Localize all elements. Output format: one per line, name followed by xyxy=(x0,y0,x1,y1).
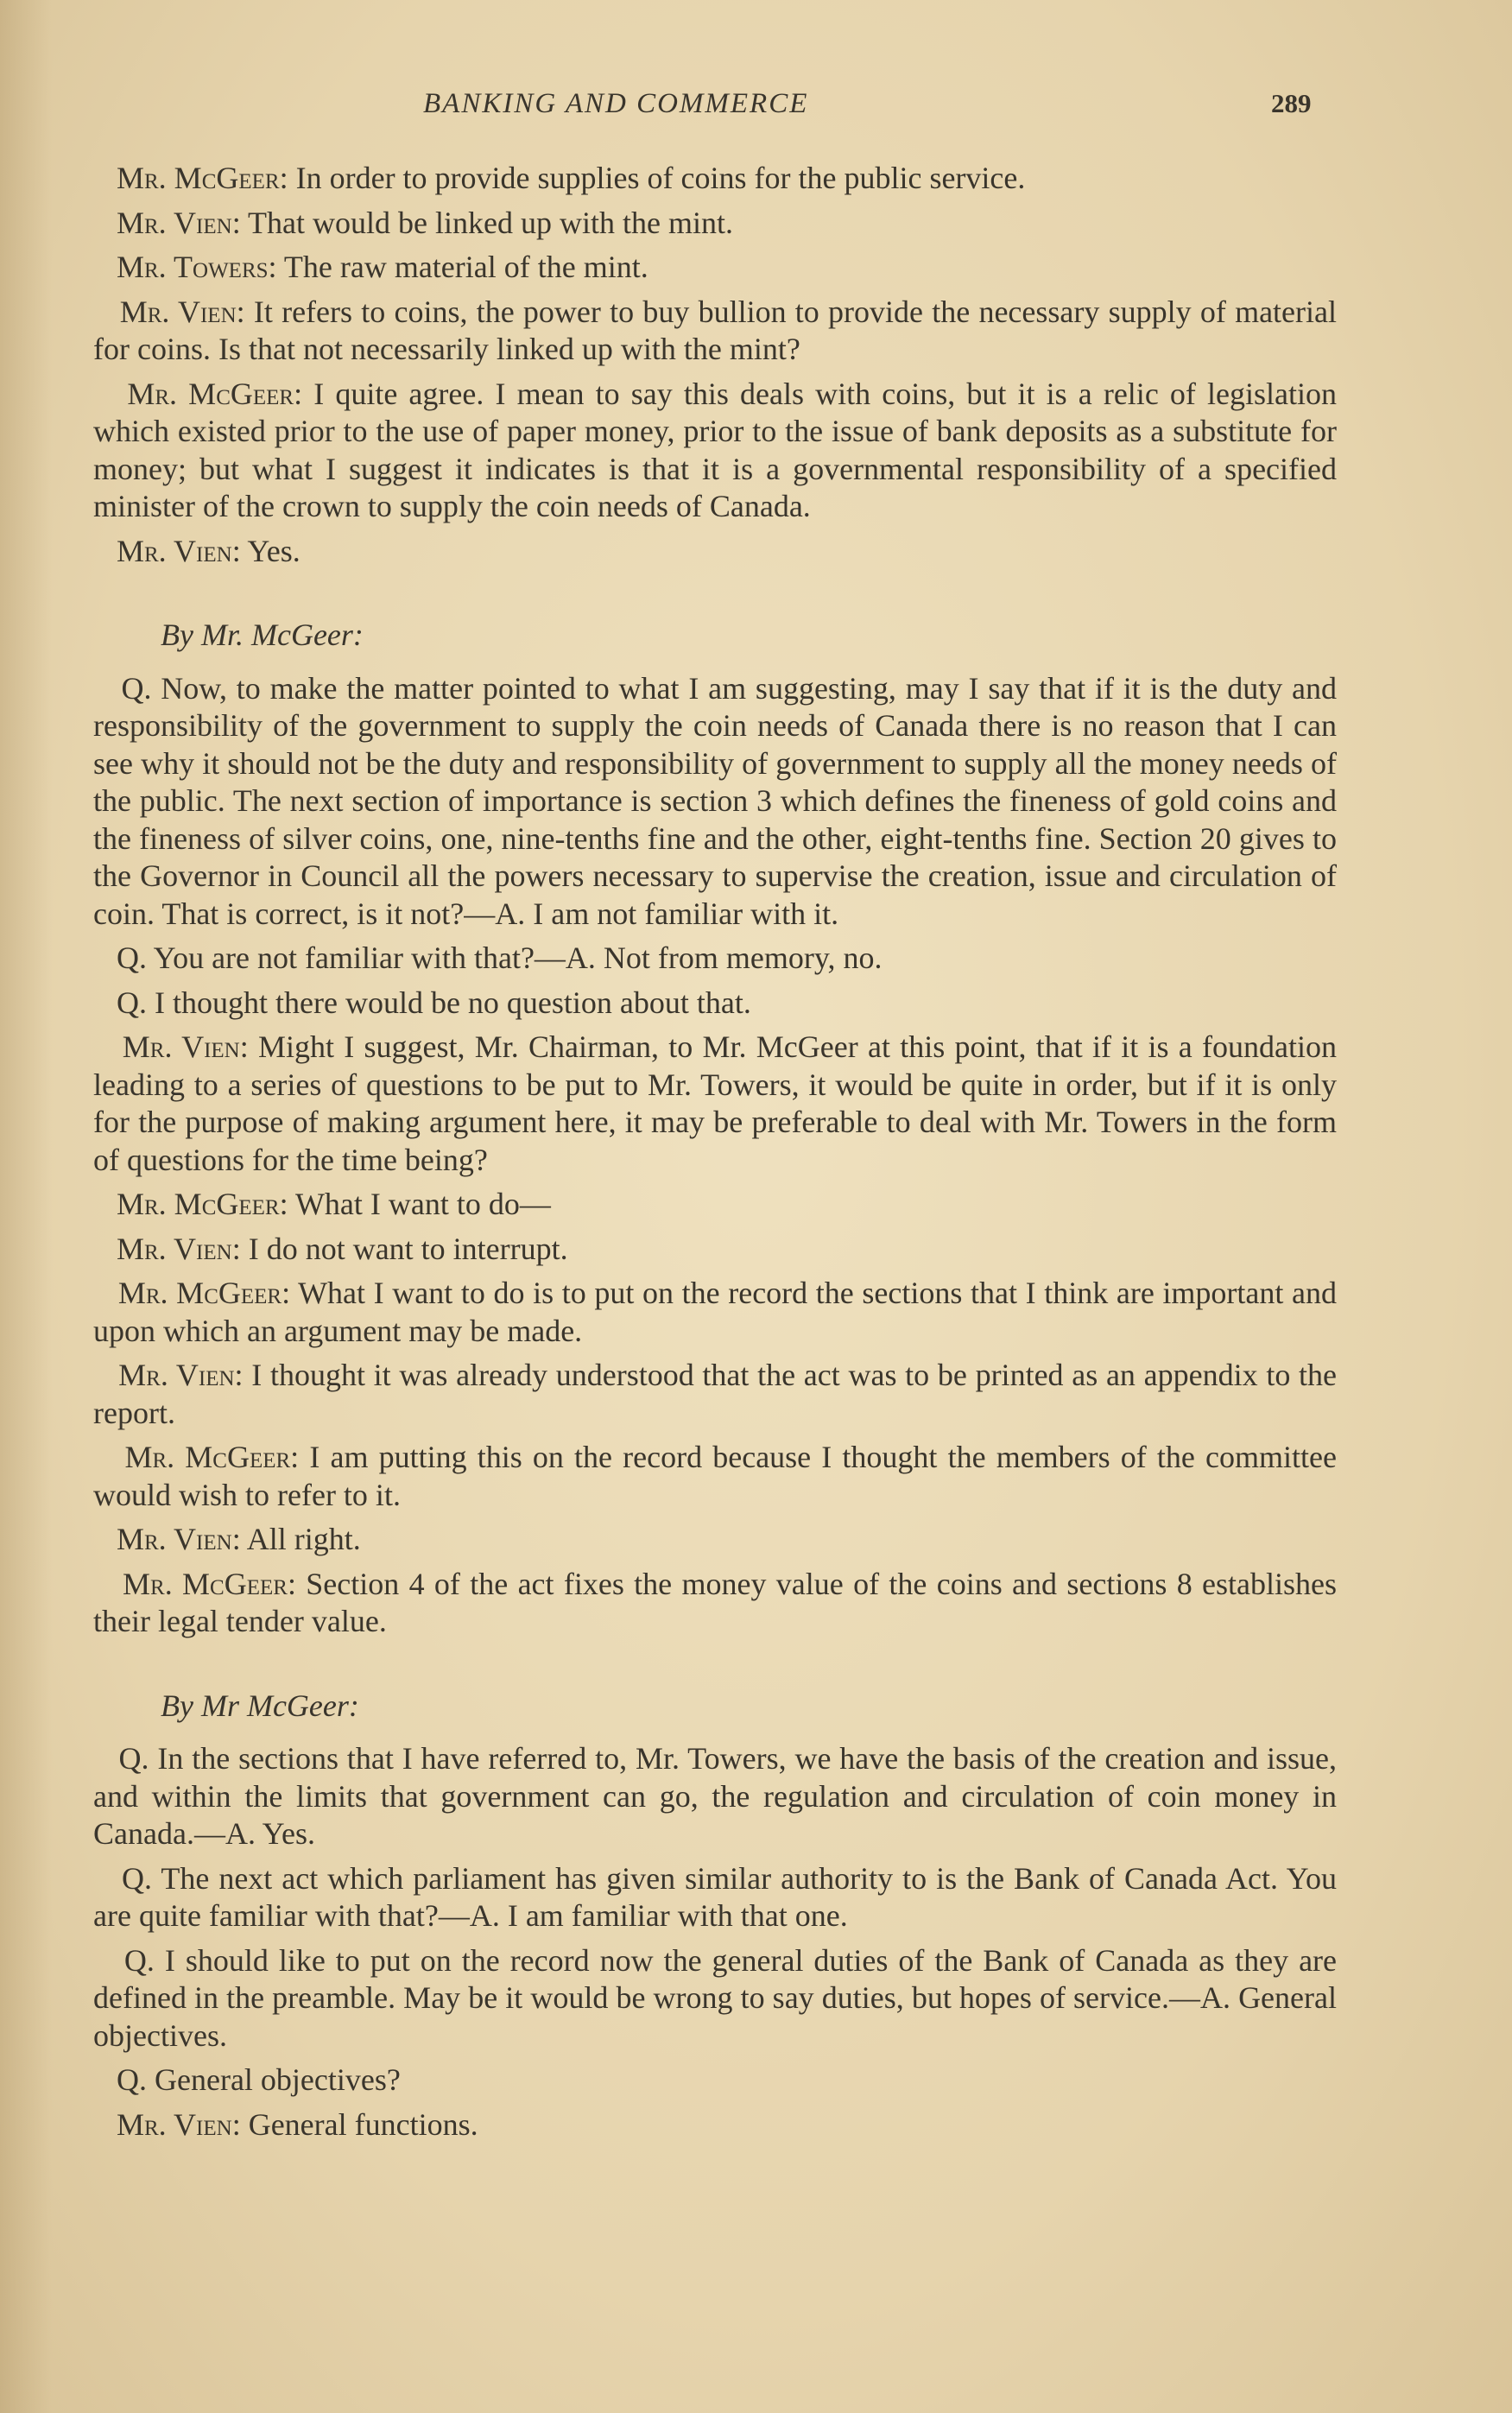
section-subhead: By Mr. McGeer: xyxy=(161,618,364,652)
paragraph: Mr. Towers: The raw material of the mint. xyxy=(117,250,648,284)
paragraph-text: The next act which parliament has given similar authority to is the Bank of Canada Act. You are quite familiar with that?—A. I am familiar with that one. xyxy=(93,1860,1338,1933)
paragraph-text: Section 4 of the act fixes the money value of the coins and sections 8 establishes their legal tender value. xyxy=(93,1566,1337,1638)
page-number: 289 xyxy=(1271,88,1312,118)
paragraph-text: I am putting this on the record because I thought the members of the committee would wish to refer to it. xyxy=(93,1440,1338,1512)
question-label: Q. xyxy=(122,1860,152,1896)
paragraph-text: Yes. xyxy=(247,533,301,568)
paragraph-text: It refers to coins, the power to buy bullion to provide the necessary supply of material for coins. Is that not necessarily linked up with the mint? xyxy=(93,294,1337,366)
paragraph-text: I should like to put on the record now the general duties of the Bank of Canada as they are defined in the preamble. May be it would be wrong to say duties, but hopes of service.—A. General objectives. xyxy=(93,1942,1338,2053)
paragraph-text: What I want to do is to put on the record the sections that I think are important and upon which an argument may be made. xyxy=(93,1276,1337,1348)
paragraph: Mr. McGeer: In order to provide supplies of coins for the public service. xyxy=(117,161,1026,195)
speaker-name: Mr. Towers xyxy=(117,250,269,284)
paragraph-text: General functions. xyxy=(248,2106,478,2142)
paragraph: Mr. Vien: It refers to coins, the power to buy bullion to provide the necessary supply of material for coins. Is that not necessarily linked up with the mint? xyxy=(93,294,1337,366)
paragraph-text: What I want to do— xyxy=(294,1187,551,1221)
question-label: Q. xyxy=(118,1741,149,1776)
speaker-name: Mr. Vien xyxy=(117,533,232,568)
paragraph-text: Might I suggest, Mr. Chairman, to Mr. McGeer at this point, that if it is a foundation leading to a series of questions to be put to Mr. Towers, it would be quite in order, but if it is only for the purpose of making argument here, it may be preferable to deal with Mr. Towers in the form of questions for the time being? xyxy=(93,1029,1337,1177)
paragraph-text: I thought there would be no question about that. xyxy=(155,985,751,1020)
paragraph: Mr. McGeer: What I want to do is to put on the record the sections that I think are important and upon which an argument may be made. xyxy=(93,1276,1337,1348)
paragraph-text: In order to provide supplies of coins for the public service. xyxy=(295,161,1026,195)
paragraph-text: That would be linked up with the mint. xyxy=(248,205,733,240)
question-label: Q. xyxy=(123,1942,155,1978)
question-label: Q. xyxy=(117,2062,147,2097)
speaker-name: Mr. Vien xyxy=(122,1029,240,1064)
paragraph: Mr. Vien: I do not want to interrupt. xyxy=(117,1231,568,1266)
speaker-name: Mr. Vien xyxy=(118,1358,235,1392)
paragraph-text: The raw material of the mint. xyxy=(283,250,648,284)
running-header xyxy=(0,88,1512,131)
paragraph: Mr. Vien: General functions. xyxy=(117,2106,478,2142)
paragraph-text: In the sections that I have referred to, Mr. Towers, we have the basis of the creation and issue, and within the limits that government can go, the regulation and circulation of coin money in Canada.—A. Yes. xyxy=(93,1741,1338,1851)
question-paragraph xyxy=(93,1740,1337,1853)
question-paragraph xyxy=(93,2062,1337,2100)
header-title: BANKING AND COMMERCE xyxy=(423,88,809,119)
speaker-name: Mr. McGeer xyxy=(117,1276,282,1310)
question-label: Q. xyxy=(117,940,147,975)
paragraph: Mr. McGeer: I quite agree. I mean to say this deals with coins, but it is a relic of legislation which existed prior to the use of paper money, prior to the issue of bank deposits as a substitute for money; but what I suggest it indicates is that it is a governmental responsibility of a specified minister of the crown to supply the coin needs of Canada. xyxy=(93,376,1338,523)
paragraph: Mr. Vien: I thought it was already understood that the act was to be printed as an appendix to the report. xyxy=(93,1358,1338,1430)
speaker-name: Mr. Vien xyxy=(117,1231,232,1266)
section-subhead: By Mr McGeer: xyxy=(161,1688,359,1723)
paragraph: Mr. McGeer: I am putting this on the record because I thought the members of the committee would wish to refer to it. xyxy=(93,1440,1338,1512)
question-label: Q. xyxy=(121,670,152,706)
speaker-name: Mr. McGeer xyxy=(124,1440,291,1474)
speaker-name: Mr. Vien xyxy=(117,205,232,240)
speaker-name: Mr. McGeer xyxy=(123,1566,288,1601)
paragraph: Mr. Vien: Might I suggest, Mr. Chairman, to Mr. McGeer at this point, that if it is a foundation leading to a series of questions to be put to Mr. Towers, it would be quite in order, but if it is only for the purpose of making argument here, it may be preferable to deal with Mr. Towers in the form of questions for the time being? xyxy=(93,1029,1337,1177)
page-edge-shadow xyxy=(0,0,52,2413)
question-paragraph xyxy=(93,1860,1337,1935)
body-text xyxy=(93,160,1337,2150)
paragraph: Mr. Vien: Yes. xyxy=(117,533,301,568)
paragraph-text: You are not familiar with that?—A. Not from memory, no. xyxy=(153,940,883,975)
paragraph: Mr. Vien: All right. xyxy=(117,1522,361,1556)
speaker-name: Mr. Vien xyxy=(117,2106,232,2142)
paragraph: Mr. McGeer: Section 4 of the act fixes the money value of the coins and sections 8 establishes their legal tender value. xyxy=(93,1566,1337,1638)
paragraph-text: I do not want to interrupt. xyxy=(248,1231,568,1266)
paragraph-text: I thought it was already understood that the act was to be printed as an appendix to the report. xyxy=(93,1358,1338,1430)
paragraph: Mr. Vien: That would be linked up with the mint. xyxy=(117,205,733,240)
speaker-name: Mr. Vien xyxy=(117,1522,232,1556)
paragraph-text: I quite agree. I mean to say this deals with coins, but it is a relic of legislation which existed prior to the use of paper money, prior to the issue of bank deposits as a substitute for money; but what I suggest it indicates is that it is a governmental responsibility of a specified minister of the crown to supply the coin needs of Canada. xyxy=(93,376,1338,523)
speaker-name: Mr. McGeer xyxy=(117,1187,280,1221)
question-paragraph xyxy=(93,985,1337,1023)
paragraph-text: All right. xyxy=(246,1522,361,1556)
question-paragraph xyxy=(93,670,1337,934)
paragraph-text: General objectives? xyxy=(155,2062,401,2097)
paragraph: Mr. McGeer: What I want to do— xyxy=(117,1187,551,1221)
speaker-name: Mr. Vien xyxy=(119,294,237,329)
speaker-name: Mr. McGeer xyxy=(117,161,280,195)
question-paragraph xyxy=(93,1942,1337,2055)
question-paragraph xyxy=(93,940,1337,978)
paragraph-text: Now, to make the matter pointed to what I am suggesting, may I say that if it is the duty and responsibility of the government to supply the coin needs of Canada there is no reason that I can see why it should not be the duty and responsibility of government to supply all the money needs of the public. The next section of importance is section 3 which defines the fineness of gold coins and the fineness of silver coins, one, nine-tenths fine and the other, eight-tenths fine. Section 20 gives to the Governor in Council all the powers necessary to supervise the creation, issue and circulation of coin. That is correct, is it not?—A. I am not familiar with it. xyxy=(93,670,1338,931)
speaker-name: Mr. McGeer xyxy=(127,376,294,411)
question-label: Q. xyxy=(117,985,147,1020)
